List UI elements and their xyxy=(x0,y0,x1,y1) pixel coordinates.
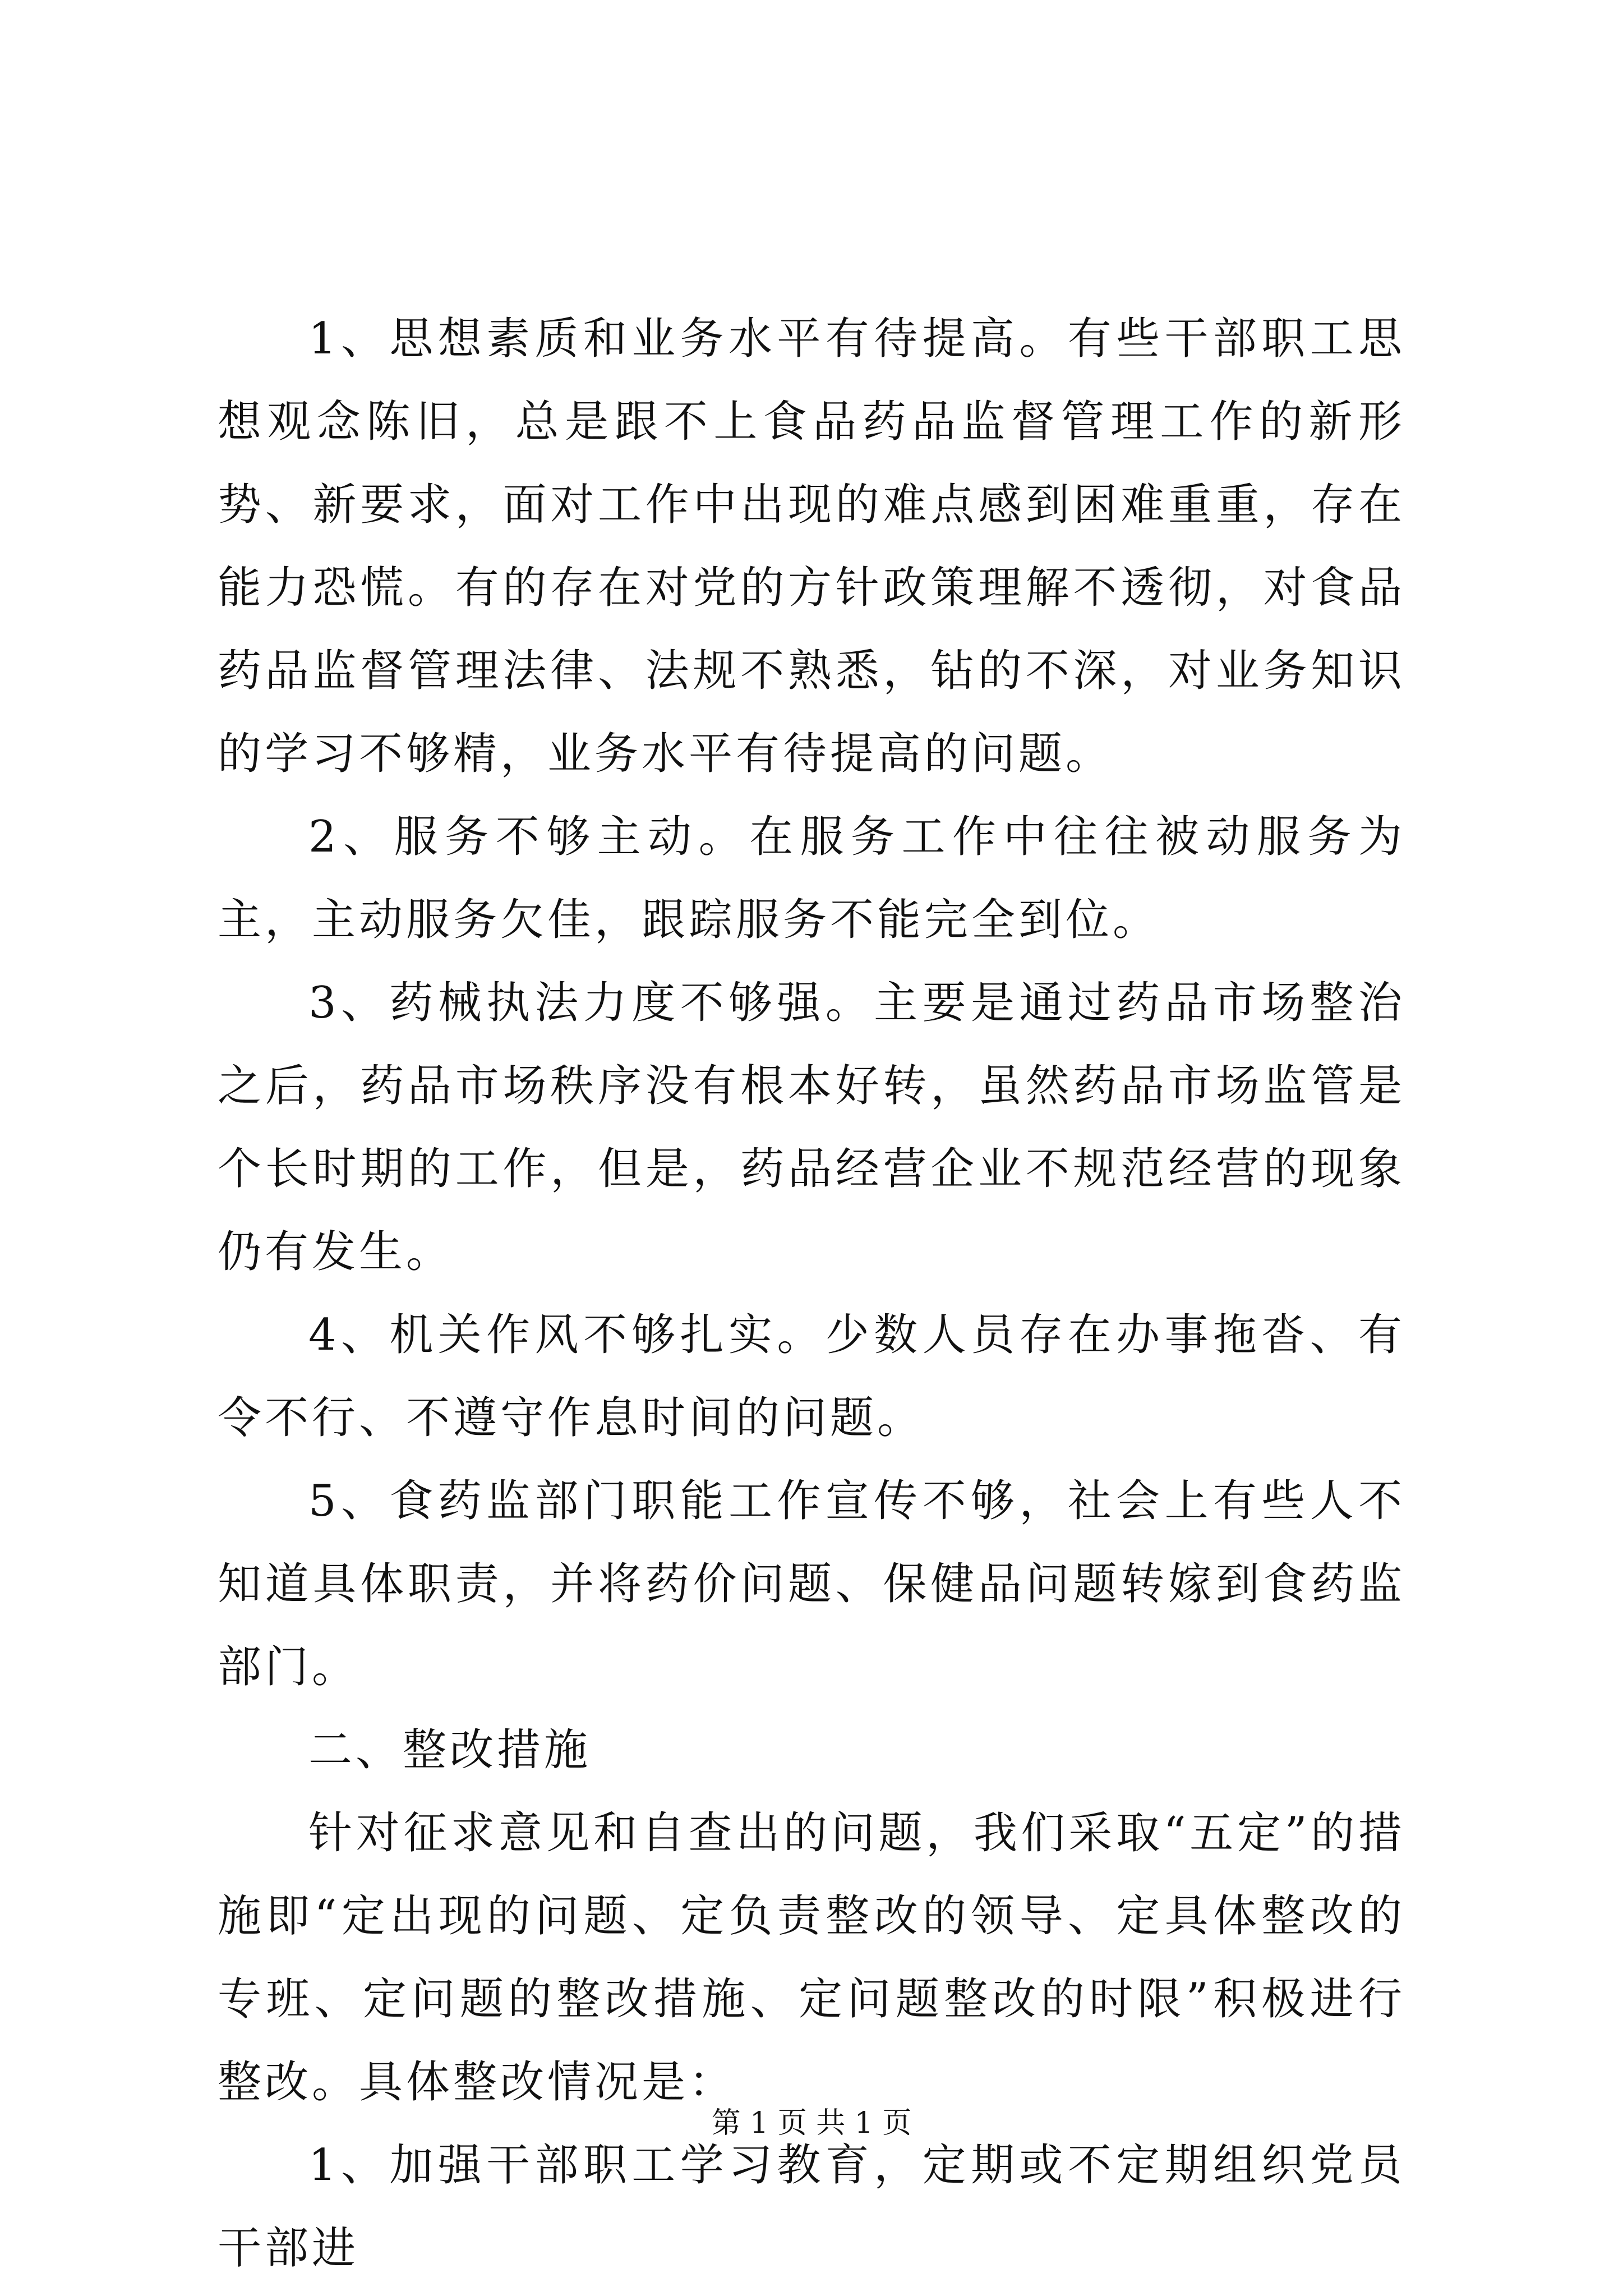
document-body xyxy=(218,297,1405,2290)
section-heading-rectification: 二、整改措施 xyxy=(308,1725,592,1775)
paragraph-issue-5: 5、食药监部门职能工作宣传不够，社会上有些人不知道具体职责，并将药价问题、保健品问题转嫁到食药监部门。 xyxy=(218,1476,1405,1692)
paragraph-issue-4: 4、机关作风不够扎实。少数人员存在办事拖沓、有令不行、不遵守作息时间的问题。 xyxy=(218,1310,1405,1443)
paragraph-issue-1: 1、思想素质和业务水平有待提高。有些干部职工思想观念陈旧，总是跟不上食品药品监督管理工作的新形势、新要求，面对工作中出现的难点感到困难重重，存在能力恐慌。有的存在对党的方针政策理解不透彻，对食品药品监督管理法律、法规不熟悉，钻的不深，对业务知识的学习不够精，业务水平有待提高的问题。 xyxy=(218,314,1405,779)
paragraph-measures-intro: 针对征求意见和自查出的问题，我们采取“五定”的措施即“定出现的问题、定负责整改的领导、定具体整改的专班、定问题的整改措施、定问题整改的时限”积极进行整改。具体整改情况是： xyxy=(218,1808,1405,2108)
paragraph-issue-2: 2、服务不够主动。在服务工作中往往被动服务为主，主动服务欠佳，跟踪服务不能完全到位。 xyxy=(218,812,1405,945)
page-footer: 第 1 页 共 1 页 xyxy=(711,2106,912,2140)
paragraph-measure-1: 1、加强干部职工学习教育，定期或不定期组织党员干部进 xyxy=(218,2140,1405,2274)
paragraph-issue-3: 3、药械执法力度不够强。主要是通过药品市场整治之后，药品市场秩序没有根本好转，虽然药品市场监管是个长时期的工作，但是，药品经营企业不规范经营的现象仍有发生。 xyxy=(218,978,1405,1277)
